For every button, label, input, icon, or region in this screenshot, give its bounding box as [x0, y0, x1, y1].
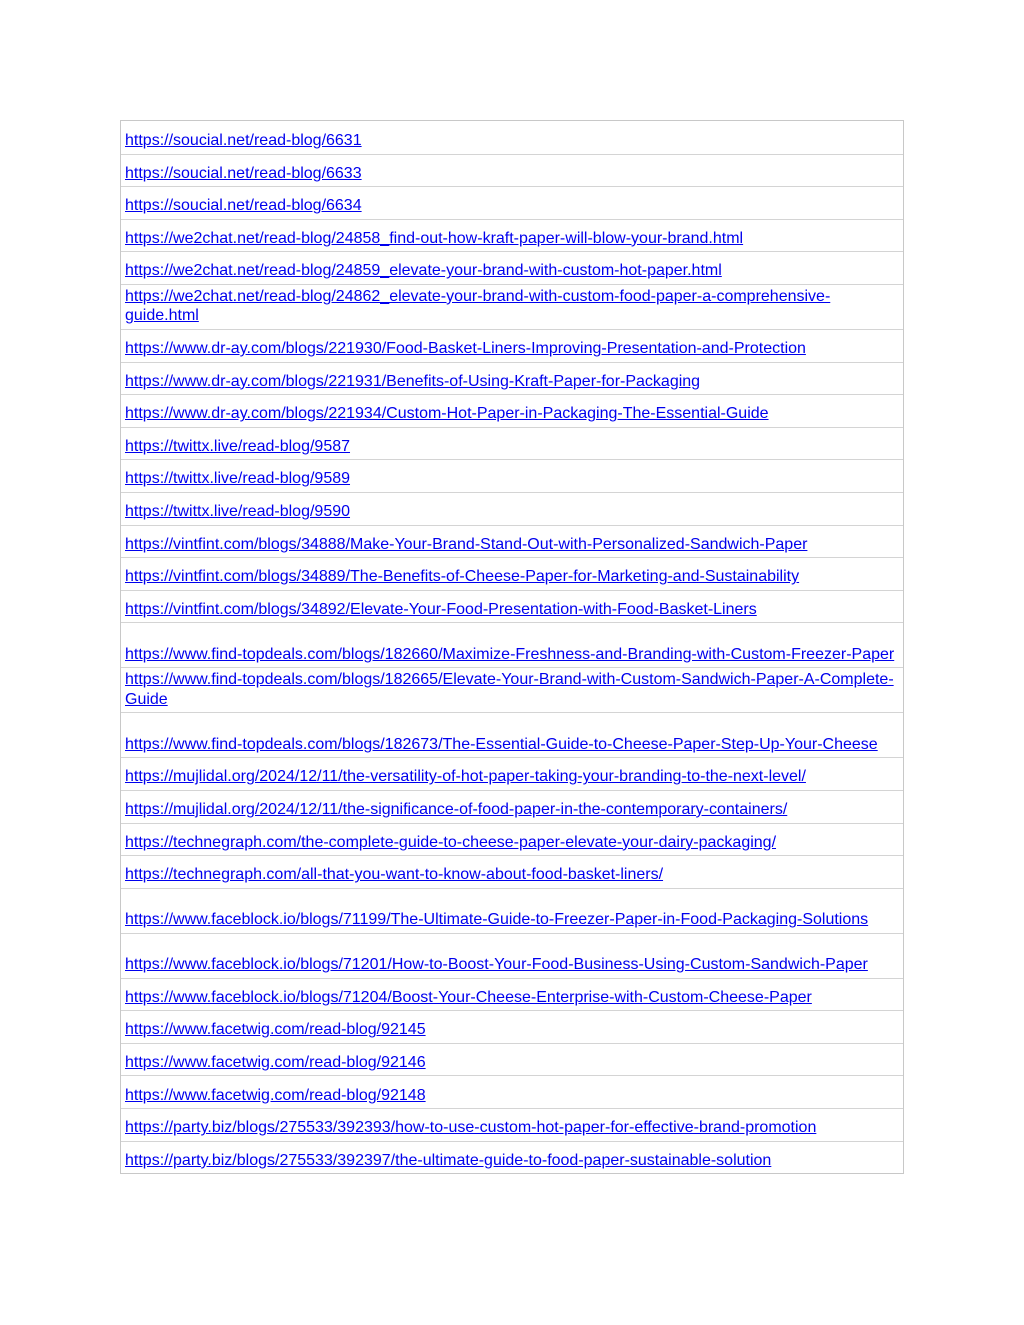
table-row: [121, 978, 903, 1011]
url-link[interactable]: https://technegraph.com/the-complete-guide-to-cheese-paper-elevate-your-dairy-packaging/: [125, 833, 777, 851]
table-row: [121, 362, 903, 395]
table-row: [121, 1043, 903, 1076]
url-link[interactable]: https://vintfint.com/blogs/34888/Make-Your-Brand-Stand-Out-with-Personalized-Sandwich-Paper: [125, 535, 808, 553]
url-link[interactable]: https://www.find-topdeals.com/blogs/182665/Elevate-Your-Brand-with-Custom-Sandwich-Paper-A-Complete-Guide: [125, 671, 894, 708]
url-link[interactable]: https://www.facetwig.com/read-blog/92145: [125, 1021, 426, 1039]
url-link[interactable]: https://www.faceblock.io/blogs/71199/The-Ultimate-Guide-to-Freezer-Paper-in-Food-Packaging-Solutions: [125, 911, 869, 929]
url-link[interactable]: https://www.facetwig.com/read-blog/92148: [125, 1086, 426, 1104]
url-link[interactable]: https://vintfint.com/blogs/34892/Elevate-Your-Food-Presentation-with-Food-Basket-Liners: [125, 600, 757, 618]
table-row: [121, 492, 903, 525]
table-row: [121, 329, 903, 362]
table-row: [121, 1075, 903, 1108]
url-link[interactable]: https://twittx.live/read-blog/9587: [125, 437, 351, 455]
table-row: [121, 186, 903, 219]
table-row: [121, 757, 903, 790]
table-row: [121, 427, 903, 460]
table-row: [121, 667, 903, 712]
url-link[interactable]: https://mujlidal.org/2024/12/11/the-versatility-of-hot-paper-taking-your-branding-to-the-next-level/: [125, 768, 806, 786]
url-link[interactable]: https://party.biz/blogs/275533/392397/the-ultimate-guide-to-food-paper-sustainable-solution: [125, 1151, 772, 1169]
table-row: [121, 219, 903, 252]
table-row: [121, 1141, 903, 1174]
url-link[interactable]: https://www.dr-ay.com/blogs/221934/Custom-Hot-Paper-in-Packaging-The-Essential-Guide: [125, 405, 769, 423]
url-link[interactable]: https://twittx.live/read-blog/9590: [125, 503, 351, 521]
url-link[interactable]: https://we2chat.net/read-blog/24858_find-out-how-kraft-paper-will-blow-your-brand.html: [125, 229, 744, 247]
table-row: [121, 1108, 903, 1141]
url-link[interactable]: https://www.dr-ay.com/blogs/221931/Benefits-of-Using-Kraft-Paper-for-Packaging: [125, 372, 701, 390]
url-link[interactable]: https://party.biz/blogs/275533/392393/how-to-use-custom-hot-paper-for-effective-brand-promotion: [125, 1119, 817, 1137]
table-row: [121, 154, 903, 187]
table-row: [121, 1010, 903, 1043]
link-table: [120, 120, 904, 1174]
table-row: [121, 712, 903, 757]
table-row: [121, 590, 903, 623]
table-row: [121, 823, 903, 856]
url-link[interactable]: https://soucial.net/read-blog/6631: [125, 132, 362, 150]
url-link[interactable]: https://www.faceblock.io/blogs/71204/Boost-Your-Cheese-Enterprise-with-Custom-Cheese-Paper: [125, 988, 812, 1006]
url-link[interactable]: https://soucial.net/read-blog/6634: [125, 197, 362, 215]
table-row: [121, 284, 903, 329]
table-row: [121, 459, 903, 492]
table-row: [121, 933, 903, 978]
table-row: [121, 525, 903, 558]
url-link[interactable]: https://soucial.net/read-blog/6633: [125, 164, 362, 182]
url-link[interactable]: https://www.facetwig.com/read-blog/92146: [125, 1053, 426, 1071]
url-link[interactable]: https://www.dr-ay.com/blogs/221930/Food-Basket-Liners-Improving-Presentation-and-Protection: [125, 340, 806, 358]
url-link[interactable]: https://www.faceblock.io/blogs/71201/How-to-Boost-Your-Food-Business-Using-Custom-Sandwich-Paper: [125, 956, 868, 974]
table-row: [121, 855, 903, 888]
url-link[interactable]: https://mujlidal.org/2024/12/11/the-significance-of-food-paper-in-the-contemporary-containers/: [125, 801, 788, 818]
table-row: [121, 888, 903, 933]
url-link[interactable]: https://www.find-topdeals.com/blogs/182673/The-Essential-Guide-to-Cheese-Paper-Step-Up-Your-Cheese: [125, 735, 878, 753]
table-row: [121, 394, 903, 427]
url-link[interactable]: https://twittx.live/read-blog/9589: [125, 470, 351, 488]
table-row: [121, 121, 903, 154]
table-row: [121, 251, 903, 284]
url-link[interactable]: https://we2chat.net/read-blog/24862_elevate-your-brand-with-custom-food-paper-a-comprehensive-guide.html: [125, 287, 831, 325]
url-link[interactable]: https://we2chat.net/read-blog/24859_elevate-your-brand-with-custom-hot-paper.html: [125, 262, 722, 280]
url-link[interactable]: https://technegraph.com/all-that-you-want-to-know-about-food-basket-liners/: [125, 866, 664, 884]
url-link[interactable]: https://www.find-topdeals.com/blogs/182660/Maximize-Freshness-and-Branding-with-Custom-Freezer-Paper: [125, 645, 895, 663]
url-link[interactable]: https://vintfint.com/blogs/34889/The-Benefits-of-Cheese-Paper-for-Marketing-and-Sustainability: [125, 568, 800, 586]
table-row: [121, 622, 903, 667]
table-row: [121, 557, 903, 590]
table-row: [121, 790, 903, 823]
